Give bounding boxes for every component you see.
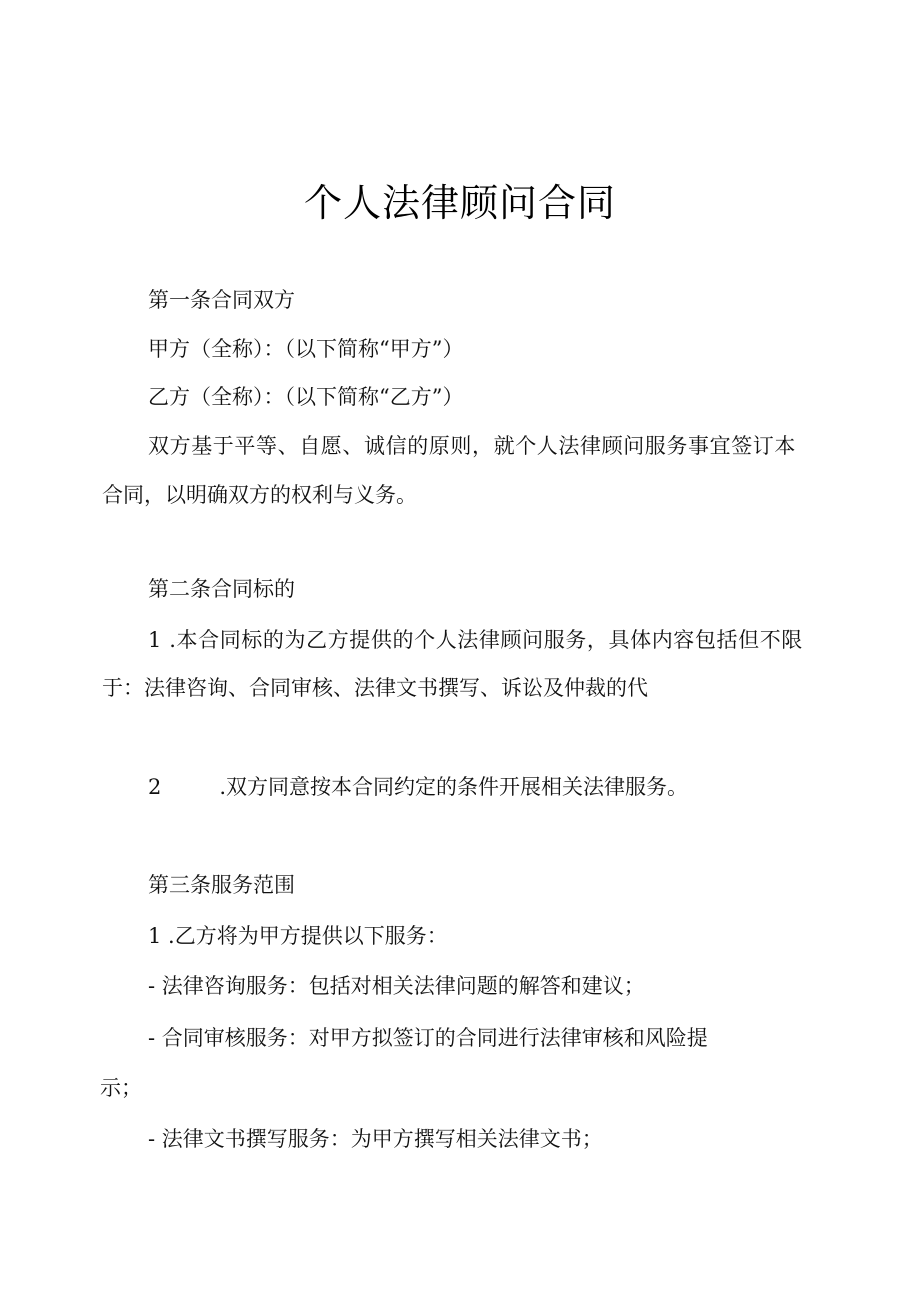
party-a-line: 甲方（全称）：（以下简称“甲方”）: [148, 337, 464, 361]
section2-item1-line1: 1 .本合同标的为乙方提供的个人法律顾问服务，具体内容包括但不限: [148, 628, 803, 652]
section2-item2-text: .双方同意按本合同约定的条件开展相关法律服务。: [219, 775, 689, 799]
section2-item2-number: 2: [148, 775, 162, 799]
section3-heading: 第三条服务范围: [148, 873, 295, 897]
service-contract-review-line2: 示；: [100, 1076, 142, 1100]
section3-item1: 1 .乙方将为甲方提供以下服务：: [148, 924, 448, 948]
section2-item1-line2: 于：法律咨询、合同审核、法律文书撰写、诉讼及仲裁的代: [102, 676, 648, 700]
service-legal-consult: - 法律咨询服务：包括对相关法律问题的解答和建议；: [148, 974, 645, 998]
document-title: 个人法律顾问合同: [303, 181, 616, 225]
party-b-line: 乙方（全称）：（以下简称“乙方”）: [148, 385, 464, 409]
intro-paragraph-line1: 双方基于平等、自愿、诚信的原则，就个人法律顾问服务事宜签订本: [148, 434, 796, 458]
section2-heading: 第二条合同标的: [148, 577, 295, 601]
service-contract-review-line1: - 合同审核服务：对甲方拟签订的合同进行法律审核和风险提: [148, 1026, 708, 1050]
service-document-drafting: - 法律文书撰写服务：为甲方撰写相关法律文书；: [148, 1127, 603, 1151]
section1-heading: 第一条合同双方: [148, 288, 295, 312]
intro-paragraph-line2: 合同，以明确双方的权利与义务。: [102, 483, 417, 507]
section2-item2: [148, 773, 688, 801]
